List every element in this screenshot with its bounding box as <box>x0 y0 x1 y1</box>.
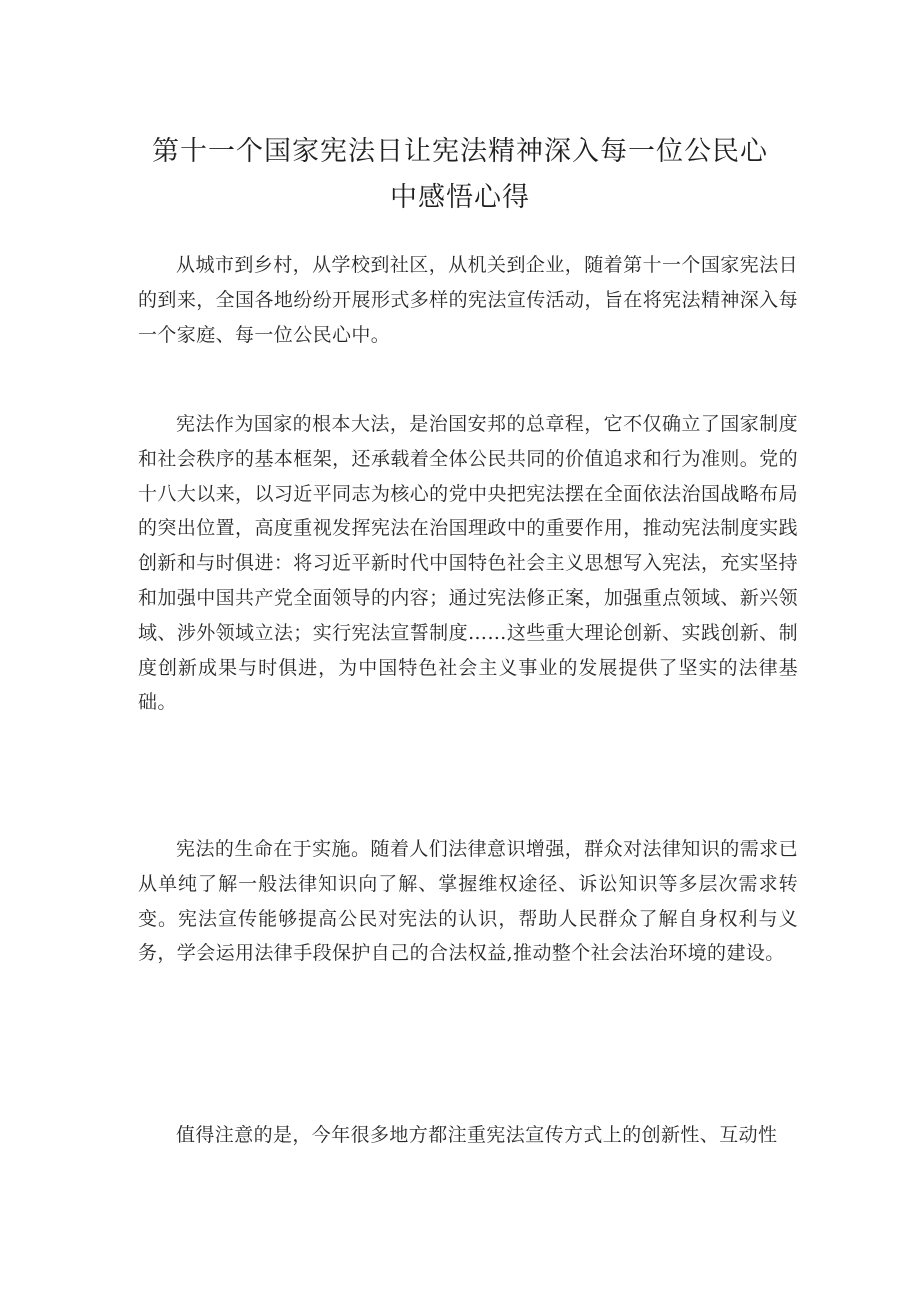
document-title-line-1: 第十一个国家宪法日让宪法精神深入每一位公民心 <box>152 136 768 167</box>
paragraph-4: 值得注意的是，今年很多地方都注重宪法宣传方式上的创新性、互动性 <box>176 1124 778 1146</box>
document-title-line-2: 中感悟心得 <box>390 182 530 213</box>
paragraph-2: 宪法作为国家的根本大法，是治国安邦的总章程，它不仅确立了国家制度和社会秩序的基本框架，还承载着全体公民共同的价值追求和行为准则。党的十八大以来，以习近平同志为核心的党中央把宪法摆在全面依法治国战略布局的突出位置，高度重视发挥宪法在治国理政中的重要作用，推动宪法制度实践创新和与时俱进：将习近平新时代中国特色社会主义思想写入宪法，充实坚持和加强中国共产党全面领导的内容；通过宪法修正案，加强重点领域、新兴领域、涉外领域立法；实行宪法宣誓制度……这些重大理论创新、实践创新、制度创新成果与时俱进，为中国特色社会主义事业的发展提供了坚实的法律基础。 <box>138 413 798 714</box>
paragraph-1: 从城市到乡村，从学校到社区，从机关到企业，随着第十一个国家宪法日的到来，全国各地纷纷开展形式多样的宪法宣传活动，旨在将宪法精神深入每一个家庭、每一位公民心中。 <box>138 254 798 346</box>
paragraph-3: 宪法的生命在于实施。随着人们法律意识增强，群众对法律知识的需求已从单纯了解一般法律知识向了解、掌握维权途径、诉讼知识等多层次需求转变。宪法宣传能够提高公民对宪法的认识，帮助人民群众了解自身权利与义务，学会运用法律手段保护自己的合法权益,推动整个社会法治环境的建设。 <box>138 838 798 965</box>
